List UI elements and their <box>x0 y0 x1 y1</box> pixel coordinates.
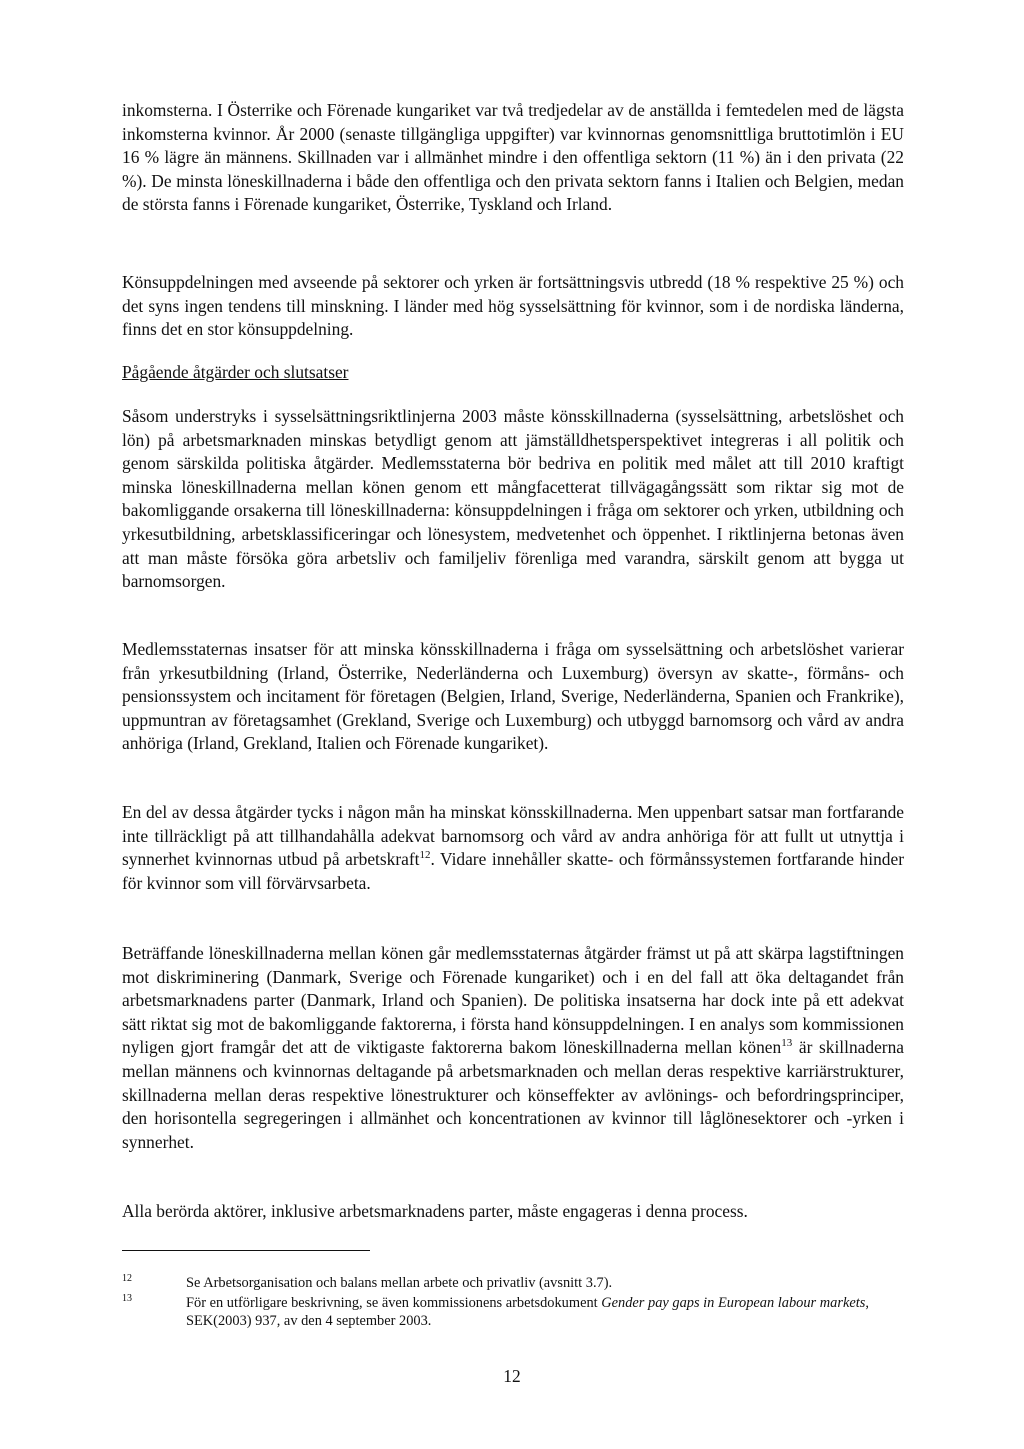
paragraph-employment-guidelines: Såsom understryks i sysselsättningsriktlinjerna 2003 måste könsskillnaderna (sysselsättning, arbetslöshet och lön) på arbetsmarknaden minskas betydligt genom att jämställdhetsperspektivet integreras i all politik och genom särskilda politiska åtgärder. Medlemsstaterna bör bedriva en politik med målet att till 2010 kraftigt minska löneskillnaderna mellan könen genom ett mångfacetterat tillvägagångssätt som riktar sig mot de bakomliggande orsakerna till löneskillnaderna: könsuppdelningen i fråga om sektorer och yrken, utbildning och yrkesutbildning, arbetsklassificeringar och lönesystem, medvetenhet och öppenhet. I riktlinjerna betonas även att man måste försöka göra arbetsliv och familjeliv förenliga med varandra, särskilt genom att bygga ut barnomsorgen. <box>122 406 904 592</box>
paragraph-income-gap: inkomsterna. I Österrike och Förenade kungariket var två tredjedelar av de anställda i femtedelen med de lägsta inkomsterna kvinnor. År 2000 (senaste tillgängliga uppgifter) var kvinnornas genomsnittliga bruttotimlön i EU 16 % lägre än männens. Skillnaden var i allmänhet mindre i den offentliga sektorn (11 %) än i den privata (22 %). De minsta löneskillnaderna i både den offentliga och den privata sektorn fanns i Italien och Belgien, medan de största fanns i Förenade kungariket, Österrike, Tyskland och Irland. <box>122 100 904 215</box>
paragraph-childcare-text-b: . Vidare innehåller skatte- och förmånssystemen fortfarande hinder för kvinnor som vill förvärvsarbeta. <box>122 849 904 893</box>
footnote-separator <box>122 1250 370 1251</box>
footnote-text <box>186 1294 904 1330</box>
footnote-ref-13[interactable]: 13 <box>781 1037 793 1050</box>
paragraph-gender-segregation: Könsuppdelningen med avseende på sektorer och yrken är fortsättningsvis utbredd (18 % respektive 25 %) och det syns ingen tendens till minskning. I länder med hög sysselsättning för kvinnor, som i de nordiska länderna, finns det en stor könsuppdelning. <box>122 272 904 340</box>
paragraph-childcare-text-a: En del av dessa åtgärder tycks i någon mån ha minskat könsskillnaderna. Men uppenbart satsar man fortfarande inte tillräckligt på att tillhandahålla adekvat barnomsorg och vård av andra anhöriga för att fullt ut utnyttja i synnerhet kvinnornas utbud på arbetskraft <box>122 802 904 870</box>
page-number: 12 <box>503 1366 521 1386</box>
footnote-text: Se Arbetsorganisation och balans mellan arbete och privatliv (avsnitt 3.7). <box>186 1275 613 1291</box>
footnote-document-title: Gender pay gaps in European labour markets <box>601 1295 866 1311</box>
paragraph-pay-gap-text-a: Beträffande löneskillnaderna mellan könen går medlemsstaternas åtgärder främst ut på att skärpa lagstiftningen mot diskriminering (Danmark, Sverige och Förenade kungariket) och i en del fall att öka deltagandet från arbetsmarknadens parter (Danmark, Irland och Spanien). De politiska insatserna har dock inte på ett adekvat sätt riktat sig mot de bakomliggande faktorerna, i första hand könsuppdelningen. I en analys som kommissionen nyligen gjort framgår det att de viktigaste faktorerna bakom löneskillnaderna mellan könen <box>122 943 904 1058</box>
footnote-text-before: För en utförligare beskrivning, se även kommissionens arbetsdokument <box>186 1295 602 1311</box>
paragraph-childcare <box>122 801 904 895</box>
footnote-ref-12[interactable]: 12 <box>419 849 431 862</box>
footnote-12 <box>122 1274 904 1292</box>
footnote-text-after: , SEK(2003) 937, av den 4 september 2003. <box>186 1295 869 1329</box>
paragraph-pay-gap-text-b: är skillnaderna mellan männens och kvinnornas deltagande på arbetsmarknaden och mellan deras respektive karriärstrukturer, skillnaderna mellan deras respektive lönestrukturer och könseffekter av avlönings- och befordringsprinciper, den horisontella segregeringen i allmänhet och koncentrationen av kvinnor till låglönesektorer och -yrken i synnerhet. <box>122 1037 905 1152</box>
paragraph-member-state-measures: Medlemsstaternas insatser för att minska könsskillnaderna i fråga om sysselsättning och arbetslöshet varierar från yrkesutbildning (Irland, Österrike, Nederländerna och Luxemburg) översyn av skatte-, förmåns- och pensionssystem och incitament för företagen (Belgien, Irland, Sverige, Nederländerna, Spanien och Frankrike), uppmuntran av företagsamhet (Grekland, Sverige och Luxemburg) och utbyggd barnomsorg och vård av andra anhöriga (Irland, Grekland, Italien och Förenade kungariket). <box>122 639 904 754</box>
section-heading: Pågående åtgärder och slutsatser <box>122 362 349 382</box>
paragraph-stakeholders: Alla berörda aktörer, inklusive arbetsmarknadens parter, måste engageras i denna process. <box>122 1201 748 1221</box>
footnote-number: 12 <box>122 1273 132 1284</box>
footnote-number: 13 <box>122 1293 132 1304</box>
paragraph-pay-gap-measures <box>122 942 904 1154</box>
footnote-13 <box>122 1294 904 1330</box>
